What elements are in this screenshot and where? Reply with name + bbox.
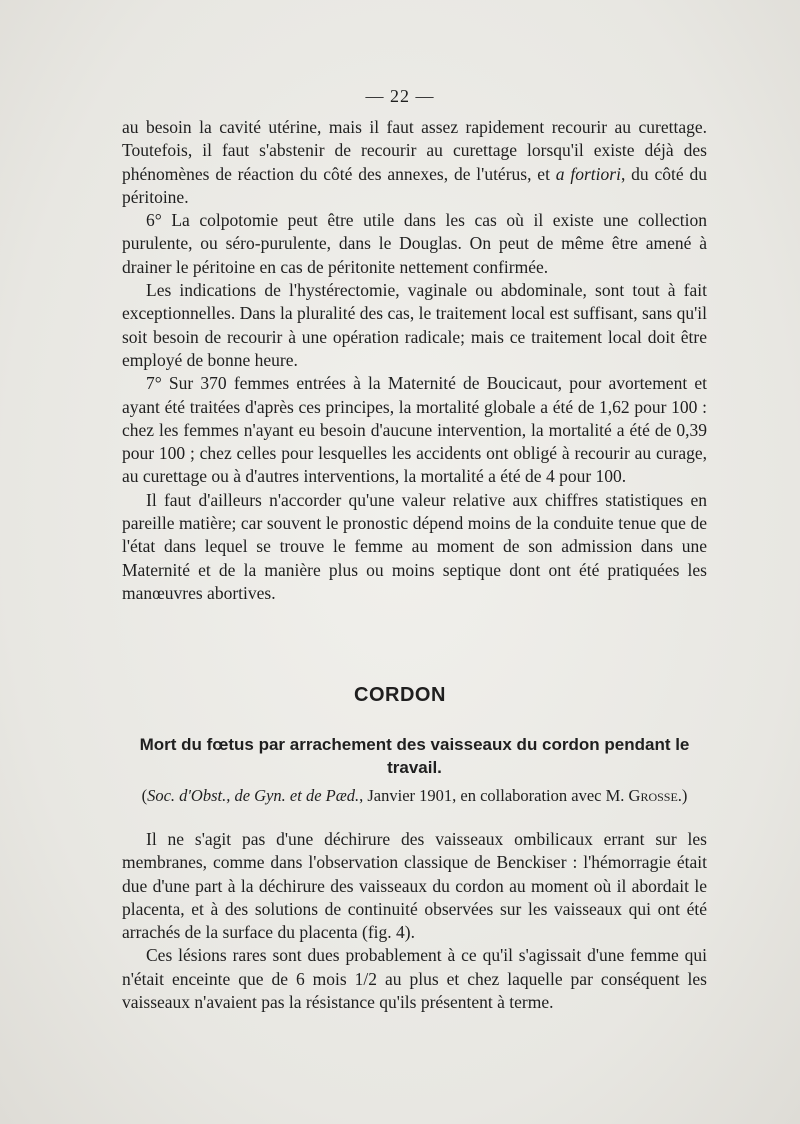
paragraph-curettage xyxy=(122,116,707,209)
reference-citation xyxy=(122,785,707,807)
page-number: — 22 — xyxy=(365,86,435,106)
paragraph-statistiques: 7° Sur 370 femmes entrées à la Maternité de Boucicaut, pour avortement et ayant été traitées d'après ces principes, la mortalité globale a été de 1,62 pour 100 : chez les femmes n'ayant eu besoin d'aucune intervention, la mortalité a été de 0,39 pour 100 ; chez celles pour lesquelles les accidents ont obligé à recourir au curage, au curettage ou à d'autres interventions, la mortalité a été de 4 pour 100. xyxy=(122,373,707,487)
text-block-upper xyxy=(122,116,707,605)
italic-phrase: a fortiori xyxy=(555,163,621,184)
paragraph-text: au besoin la cavité utérine, mais il faut assez rapidement recourir au curettage. Toutefois, il faut s'abstenir de recourir au curettage lorsqu'il existe déjà des phénomènes de réaction du côté des annexes, de l'utérus, et xyxy=(122,117,707,184)
paragraph-colpotomie: 6° La colpotomie peut être utile dans les cas où il existe une collection purulente, ou séro-purulente, dans le Douglas. On peut de même être amené à drainer le péritoine en cas de péritonite nettement confirmée. xyxy=(122,210,707,277)
reference-open: ( xyxy=(141,786,148,805)
paragraph-valeur-relative: Il faut d'ailleurs n'accorder qu'une valeur relative aux chiffres statistiques en pareille matière; car souvent le pronostic dépend moins de la conduite tenue que de l'état dans lequel se trouve le femme au moment de son admission dans une Maternité et de la manière plus ou moins septique dont ont été pratiquées les manœuvres abortives. xyxy=(122,489,707,603)
paragraph-text-end: , du côté du péritoine. xyxy=(122,163,707,207)
text-block-lower xyxy=(122,828,707,1014)
subsection-title: Mort du fœtus par arrachement des vaisseaux du cordon pendant le travail. xyxy=(139,735,690,777)
reference-close: .) xyxy=(677,786,688,805)
paragraph-lesions: Ces lésions rares sont dues probablement à ce qu'il s'agissait d'une femme qui n'était enceinte que de 6 mois 1/2 au plus et chez laquelle par conséquent les vaisseaux n'avaient pas la résistance qu'ils présentent à terme. xyxy=(122,945,707,1013)
reference-details: , Janvier 1901, en collaboration avec M. xyxy=(359,786,629,805)
paragraph-dechirure: Il ne s'agit pas d'une déchirure des vaisseaux ombilicaux errant sur les membranes, comme dans l'observation classique de Benckiser : l'hémorragie était due d'une part à la déchirure des vaisseaux du cordon au moment où il abordait le placenta, et à des solutions de continuité observées sur les vaisseaux qui ont été arrachés de la surface du placenta (fig. 4). xyxy=(122,829,707,943)
paragraph-hysterectomie: Les indications de l'hystérectomie, vaginale ou abdominale, sont tout à fait exceptionnelles. Dans la pluralité des cas, le traitement local est suffisant, sans qu'il soit besoin de recourir à une opération radicale; mais ce traitement local doit être employé de bonne heure. xyxy=(122,280,707,370)
reference-author: Grosse xyxy=(628,786,678,805)
reference-journal: Soc. d'Obst., de Gyn. et de Pæd. xyxy=(147,786,360,805)
section-title: CORDON xyxy=(354,684,446,706)
